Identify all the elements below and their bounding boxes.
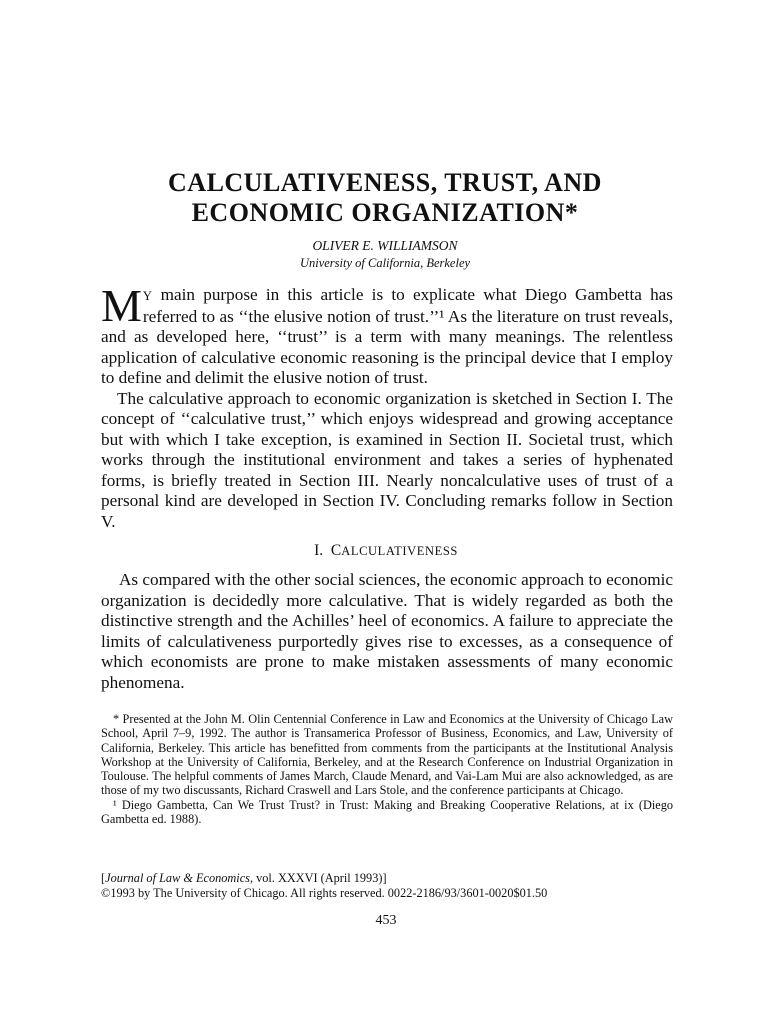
section-title-initial: C: [330, 542, 342, 559]
section-heading: [100, 541, 672, 561]
article-title-line-1: CALCULATIVENESS, TRUST, AND: [168, 168, 602, 197]
citation-volume: , vol. XXXVI (April 1993)]: [249, 871, 387, 885]
copyright-line: ©1993 by The University of Chicago. All rights reserved. 0022-2186/93/3601-0020$01.50: [101, 886, 548, 900]
footnotes: [101, 712, 673, 826]
article-title: [100, 168, 670, 228]
article-title-line-2: ECONOMIC ORGANIZATION*: [191, 198, 579, 227]
section-1-paragraph-1: As compared with the other social sciences, the economic approach to economic organization is decidedly more calculative. That is widely regarded as both the distinctive strength and the Achilles’ heel of economics. A failure to appreciate the limits of calculativeness purportedly gives rise to excesses, as a consequence of which economists are prone to make mistaken assessments of many economic phenomena.: [101, 570, 673, 692]
footnote-1: ¹ Diego Gambetta, Can We Trust Trust? in Trust: Making and Breaking Cooperative Relations, at ix (Diego Gambetta ed. 1988).: [101, 797, 673, 827]
journal-name: Journal of Law & Economics: [105, 871, 250, 885]
drop-cap: M: [101, 280, 142, 331]
intro-paragraph-1: [101, 280, 673, 389]
journal-citation-line: [101, 871, 673, 886]
intro-paragraph-1-text: main purpose in this article is to explicate what Diego Gambetta has referred to as ‘‘the elusive notion of trust.’’¹ As the literature on trust reveals, and as developed here, ‘‘trust’’ is a term with many meanings. The relentless application of calculative economic reasoning is the principal device that I employ to define and delimit the elusive notion of trust.: [101, 285, 673, 387]
section-title-rest: ALCULATIVENESS: [341, 544, 458, 558]
citation-open-bracket: [: [101, 871, 106, 885]
intro-paragraph-2: The calculative approach to economic organization is sketched in Section I. The concept of ‘‘calculative trust,’’ which enjoys widespread and growing acceptance but with which I take exception, is examined in Section II. Societal trust, which works through the institutional environment and takes a series of hyphenated forms, is briefly treated in Section III. Nearly noncalculative uses of trust of a personal kind are developed in Section IV. Concluding remarks follow in Section V.: [101, 388, 673, 531]
drop-cap-smallcaps: Y: [142, 289, 153, 303]
introduction: [101, 280, 673, 532]
author-name: OLIVER E. WILLIAMSON: [312, 238, 458, 253]
page-number: 453: [375, 913, 397, 928]
footnote-star: * Presented at the John M. Olin Centennial Conference in Law and Economics at the University of Chicago Law School, April 7–9, 1992. The author is Transamerica Professor of Business, Economics, and Law, University of California, Berkeley. This article has benefitted from comments from the participants at the Institutional Analysis Workshop at the University of California, Berkeley, and at the Research Conference on Industrial Organization in Toulouse. The helpful comments of James March, Claude Menard, and Vai-Lam Mui are also acknowledged, as are those of my two discussants, Richard Craswell and Lars Stole, and the conference participants at Chicago.: [101, 712, 673, 798]
section-numeral: I.: [314, 542, 324, 559]
journal-citation: [101, 871, 673, 901]
author-affiliation: University of California, Berkeley: [299, 256, 471, 270]
